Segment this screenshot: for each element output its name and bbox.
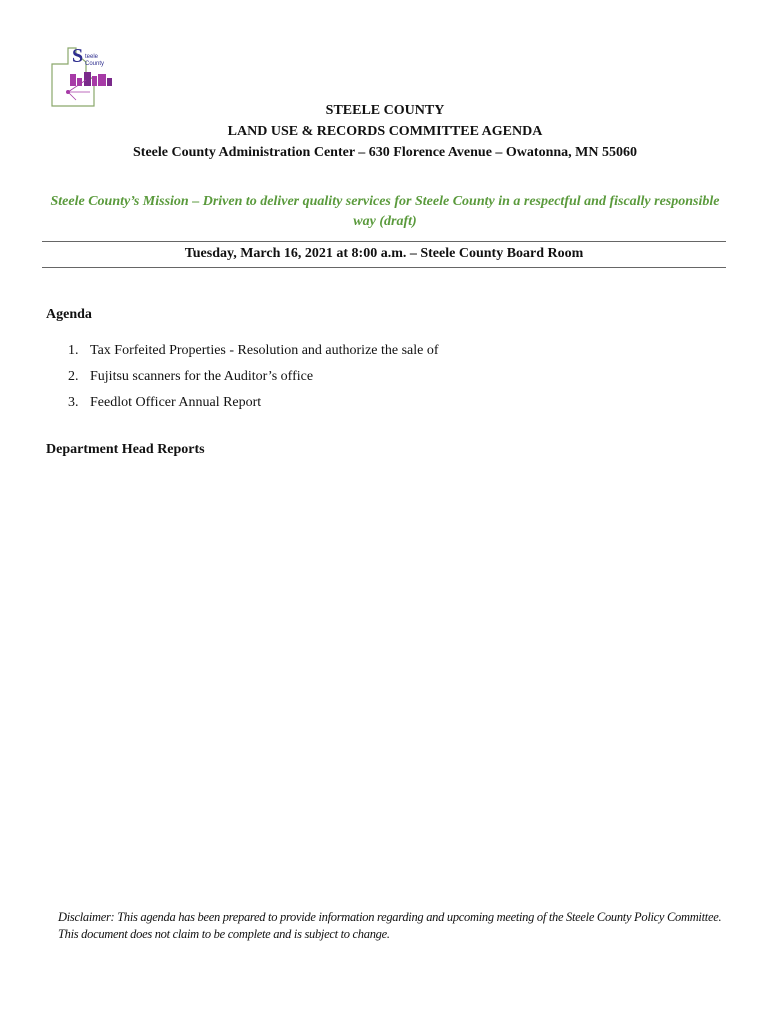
disclaimer-text: Disclaimer: This agenda has been prepared to provide information regarding and upcoming meeting of the Steele County Policy Committee. This document does not claim to be complete and is subject to change. xyxy=(58,910,722,941)
agenda-item-text: Feedlot Officer Annual Report xyxy=(90,395,262,410)
county-name: STEELE COUNTY xyxy=(325,103,445,118)
department-reports-heading: Department Head Reports xyxy=(46,442,205,457)
agenda-item-number: 1. xyxy=(68,343,79,358)
agenda-item-number: 2. xyxy=(68,369,79,384)
mission-statement: Steele County’s Mission – Driven to deliver quality services for Steele County in a respectful and fiscally responsible way (draft) xyxy=(50,194,720,229)
agenda-item-text: Tax Forfeited Properties - Resolution and authorize the sale of xyxy=(90,343,439,358)
meeting-date-bar: Tuesday, March 16, 2021 at 8:00 a.m. – Steele County Board Room xyxy=(42,241,726,268)
svg-text:teele: teele xyxy=(85,54,99,60)
agenda-item-number: 3. xyxy=(68,395,79,410)
agenda-item xyxy=(68,338,439,364)
svg-text:County: County xyxy=(85,61,105,67)
agenda-list xyxy=(68,338,439,416)
agenda-item xyxy=(68,364,439,390)
document-header xyxy=(0,100,770,163)
address-line: Steele County Administration Center – 630 Florence Avenue – Owatonna, MN 55060 xyxy=(133,145,637,160)
svg-text:S: S xyxy=(72,45,84,67)
agenda-item-text: Fujitsu scanners for the Auditor’s office xyxy=(90,369,314,384)
agenda-title: LAND USE & RECORDS COMMITTEE AGENDA xyxy=(227,124,543,139)
agenda-heading: Agenda xyxy=(46,307,92,322)
agenda-item xyxy=(68,390,439,416)
